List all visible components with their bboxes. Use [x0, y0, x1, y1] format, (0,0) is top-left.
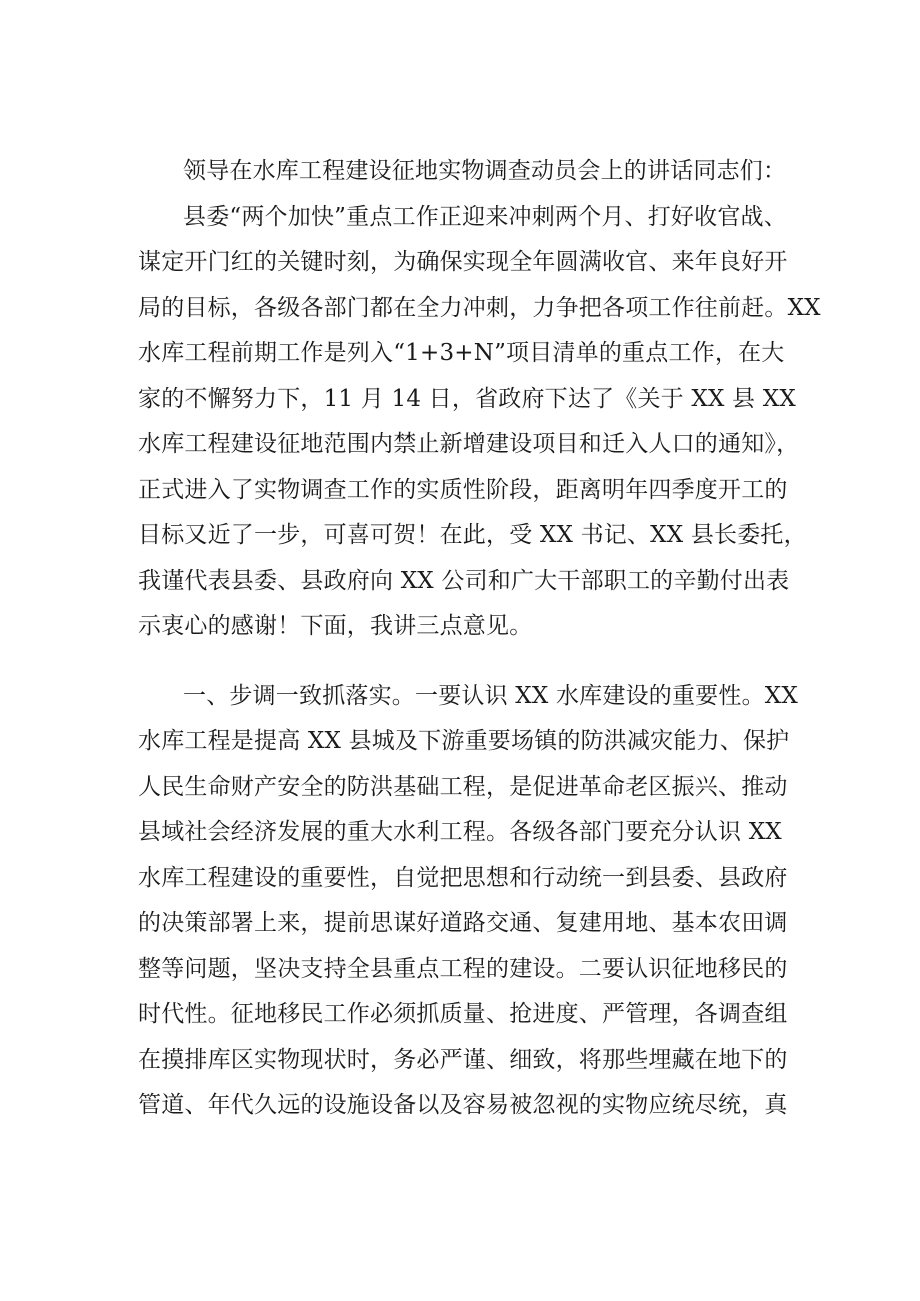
paragraph-1-line-1: 县委“两个加快”重点工作正迎来冲刺两个月、打好收官战、 — [183, 204, 787, 230]
paragraph-2-line-8: 时代性。征地移民工作必须抓质量、抢进度、严管理，各调查组 — [138, 1001, 788, 1027]
paragraph-2-line-2: 水库工程是提高 XX 县城及下游重要场镇的防洪减灾能力、保护 — [138, 728, 790, 754]
paragraph-2-line-9: 在摸排库区实物现状时，务必严谨、细致，将那些埋藏在地下的 — [138, 1047, 788, 1073]
paragraph-1-line-7: 正式进入了实物调查工作的实质性阶段，距离明年四季度开工的 — [138, 477, 788, 503]
paragraph-2-line-7: 整等问题，坚决支持全县重点工程的建设。二要认识征地移民的 — [138, 956, 788, 982]
paragraph-2-line-10: 管道、年代久远的设施设备以及容易被忽视的实物应统尽统，真 — [138, 1092, 788, 1118]
paragraph-1-line-5: 家的不懈努力下，11 月 14 日，省政府下达了《关于 XX 县 XX — [138, 386, 796, 412]
paragraph-1-line-6: 水库工程建设征地范围内禁止新增建设项目和迁入人口的通知》， — [138, 431, 800, 457]
paragraph-2-line-3: 人民生命财产安全的防洪基础工程，是促进革命老区振兴、推动 — [138, 774, 788, 800]
paragraph-1-line-4: 水库工程前期工作是列入“1+3+N”项目清单的重点工作，在大 — [138, 340, 785, 366]
paragraph-1-line-9: 我谨代表县委、县政府向 XX 公司和广大干部职工的辛勤付出表 — [138, 568, 790, 594]
paragraph-1-line-2: 谋定开门红的关键时刻，为确保实现全年圆满收官、来年良好开 — [138, 249, 788, 275]
paragraph-1-line-8: 目标又近了一步，可喜可贺！在此，受 XX 书记、XX 县长委托， — [138, 522, 807, 548]
paragraph-1-line-10: 示衷心的感谢！下面，我讲三点意见。 — [138, 613, 533, 639]
paragraph-2-line-6: 的决策部署上来，提前思谋好道路交通、复建用地、基本农田调 — [138, 910, 788, 936]
paragraph-2-line-1: 一、步调一致抓落实。一要认识 XX 水库建设的重要性。XX — [183, 683, 798, 709]
paragraph-1-line-3: 局的目标，各级各部门都在全力冲刺，力争把各项工作往前赶。XX — [138, 295, 821, 321]
document-title-line: 领导在水库工程建设征地实物调查动员会上的讲话同志们： — [183, 158, 787, 184]
paragraph-2-line-4: 县域社会经济发展的重大水利工程。各级各部门要充分认识 XX — [138, 819, 782, 845]
paragraph-2-line-5: 水库工程建设的重要性，自觉把思想和行动统一到县委、县政府 — [138, 865, 788, 891]
